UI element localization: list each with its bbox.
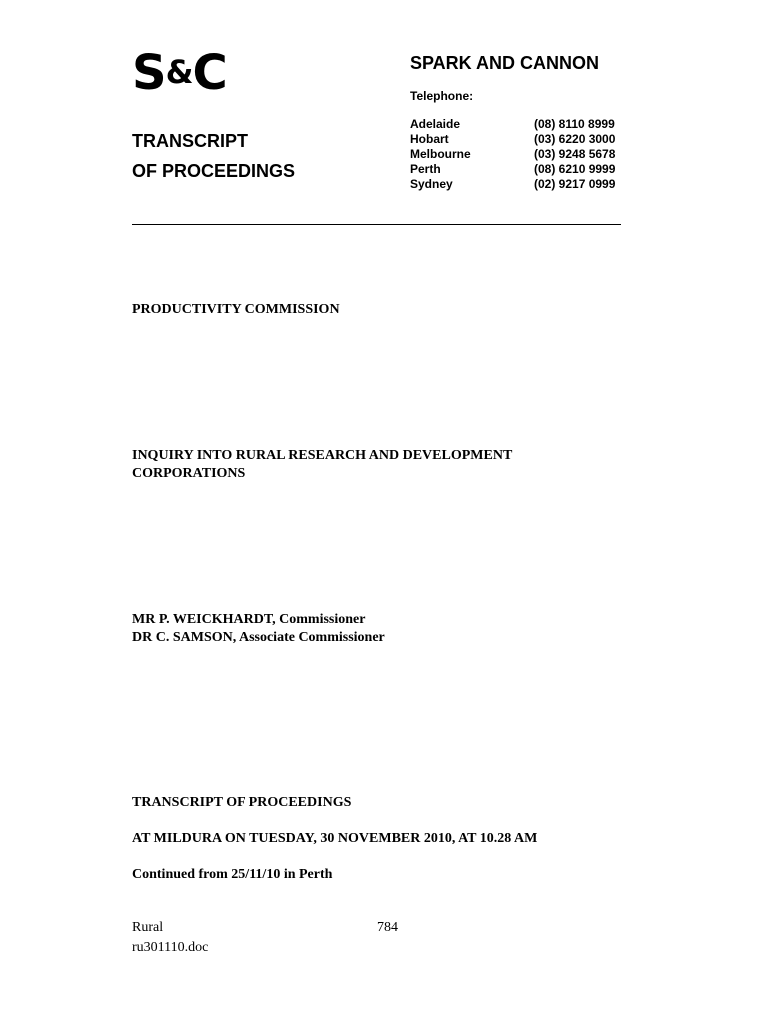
office-city: Perth <box>410 162 441 176</box>
office-phone: (03) 6220 3000 <box>534 132 616 146</box>
header-divider <box>132 224 621 225</box>
inquiry-title-line: CORPORATIONS <box>132 466 246 481</box>
inquiry-title-line: INQUIRY INTO RURAL RESEARCH AND DEVELOPMENT <box>132 448 513 463</box>
logo-ampersand: & <box>165 53 192 91</box>
logo-letter-c: C <box>192 45 226 101</box>
office-city: Melbourne <box>410 147 471 161</box>
footer-left <box>132 918 208 958</box>
telephone-label: Telephone: <box>410 89 474 103</box>
office-cities <box>410 117 471 192</box>
page-number: 784 <box>377 920 398 935</box>
firm-name: SPARK AND CANNON <box>410 53 599 73</box>
commissioner-name: DR C. SAMSON, Associate Commissioner <box>132 630 385 645</box>
footer-label: Rural <box>132 920 164 935</box>
office-city: Adelaide <box>410 117 461 131</box>
office-phone: (03) 9248 5678 <box>534 147 616 161</box>
commissioners <box>132 611 612 647</box>
office-phone: (02) 9217 0999 <box>534 177 616 191</box>
office-phone: (08) 8110 8999 <box>534 117 615 131</box>
inquiry-title <box>132 447 612 483</box>
transcript-heading: TRANSCRIPT OF PROCEEDINGS <box>132 795 352 810</box>
document-type-line: TRANSCRIPT <box>132 131 248 151</box>
logo-letter-s: S <box>132 45 165 101</box>
commissioner-name: MR P. WEICKHARDT, Commissioner <box>132 612 366 627</box>
office-phones <box>534 117 615 192</box>
office-city: Sydney <box>410 177 453 191</box>
office-phone: (08) 6210 9999 <box>534 162 616 176</box>
continued-from: Continued from 25/11/10 in Perth <box>132 867 333 882</box>
hearing-location-date: AT MILDURA ON TUESDAY, 30 NOVEMBER 2010, AT 10.28 AM <box>132 831 538 846</box>
office-city: Hobart <box>410 132 449 146</box>
document-type-title <box>132 126 295 186</box>
organisation-name: PRODUCTIVITY COMMISSION <box>132 302 340 317</box>
document-type-line: OF PROCEEDINGS <box>132 161 296 181</box>
spark-and-cannon-logo <box>132 44 226 101</box>
footer-filename: ru301110.doc <box>132 940 209 955</box>
